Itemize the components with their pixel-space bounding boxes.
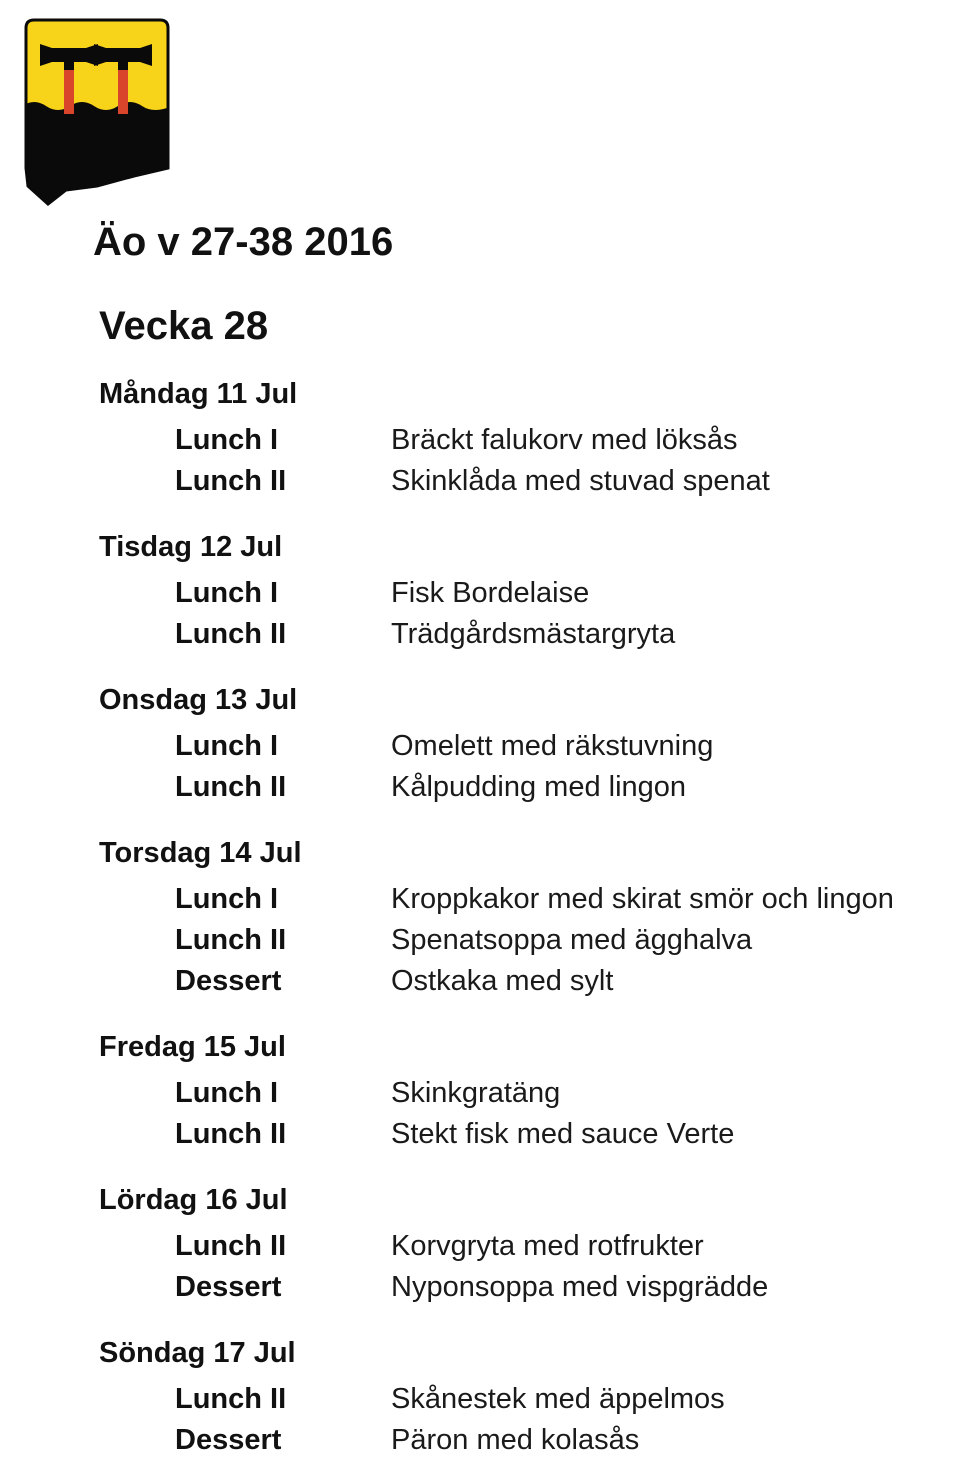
day-heading: Fredag 15 Jul bbox=[99, 1031, 286, 1063]
meal-row bbox=[0, 770, 960, 811]
meal-label: Lunch I bbox=[175, 424, 279, 456]
meal-dish: Spenatsoppa med ägghalva bbox=[391, 924, 753, 956]
meal-label: Dessert bbox=[175, 1424, 282, 1456]
meal-dish: Kroppkakor med skirat smör och lingon bbox=[391, 883, 894, 915]
meal-label: Lunch I bbox=[175, 577, 279, 609]
day-heading: Torsdag 14 Jul bbox=[99, 837, 302, 869]
meal-row bbox=[0, 1229, 960, 1270]
meal-label: Lunch I bbox=[175, 730, 279, 762]
meal-dish: Korvgryta med rotfrukter bbox=[391, 1230, 704, 1262]
meal-dish: Ostkaka med sylt bbox=[391, 965, 614, 997]
meal-label: Lunch II bbox=[175, 1230, 287, 1262]
meal-dish: Bräckt falukorv med löksås bbox=[391, 424, 738, 456]
meal-row bbox=[0, 1270, 960, 1311]
meal-label: Lunch II bbox=[175, 618, 287, 650]
meal-dish: Fisk Bordelaise bbox=[391, 577, 590, 609]
coat-of-arms-icon bbox=[22, 18, 172, 208]
day-heading: Tisdag 12 Jul bbox=[99, 531, 283, 563]
week-title: Vecka 28 bbox=[99, 304, 269, 348]
meal-label: Lunch II bbox=[175, 924, 287, 956]
meal-label: Lunch II bbox=[175, 465, 287, 497]
meal-row bbox=[0, 1117, 960, 1158]
meal-dish: Nyponsoppa med vispgrädde bbox=[391, 1271, 769, 1303]
meal-row bbox=[0, 617, 960, 658]
meal-dish: Trädgårdsmästargryta bbox=[391, 618, 676, 650]
meal-dish: Stekt fisk med sauce Verte bbox=[391, 1118, 735, 1150]
meal-row bbox=[0, 576, 960, 617]
meal-label: Lunch I bbox=[175, 883, 279, 915]
meal-row bbox=[0, 1382, 960, 1423]
meal-row bbox=[0, 923, 960, 964]
meal-dish: Skinklåda med stuvad spenat bbox=[391, 465, 770, 497]
meal-label: Lunch II bbox=[175, 1383, 287, 1415]
meal-label: Lunch II bbox=[175, 771, 287, 803]
meal-dish: Kålpudding med lingon bbox=[391, 771, 687, 803]
meal-label: Dessert bbox=[175, 965, 282, 997]
document-title: Äo v 27-38 2016 bbox=[93, 220, 394, 264]
meal-row bbox=[0, 964, 960, 1005]
meal-label: Dessert bbox=[175, 1271, 282, 1303]
meal-dish: Skånestek med äppelmos bbox=[391, 1383, 725, 1415]
meal-dish: Skinkgratäng bbox=[391, 1077, 561, 1109]
meal-dish: Päron med kolasås bbox=[391, 1424, 640, 1456]
day-heading: Lördag 16 Jul bbox=[99, 1184, 288, 1216]
meal-row bbox=[0, 423, 960, 464]
meal-row bbox=[0, 729, 960, 770]
meal-row bbox=[0, 1076, 960, 1117]
day-heading: Onsdag 13 Jul bbox=[99, 684, 298, 716]
meal-row bbox=[0, 882, 960, 923]
meal-label: Lunch II bbox=[175, 1118, 287, 1150]
meal-dish: Omelett med räkstuvning bbox=[391, 730, 714, 762]
day-heading: Söndag 17 Jul bbox=[99, 1337, 296, 1369]
meal-row bbox=[0, 464, 960, 505]
day-heading: Måndag 11 Jul bbox=[99, 378, 298, 410]
meal-row bbox=[0, 1423, 960, 1464]
meal-label: Lunch I bbox=[175, 1077, 279, 1109]
